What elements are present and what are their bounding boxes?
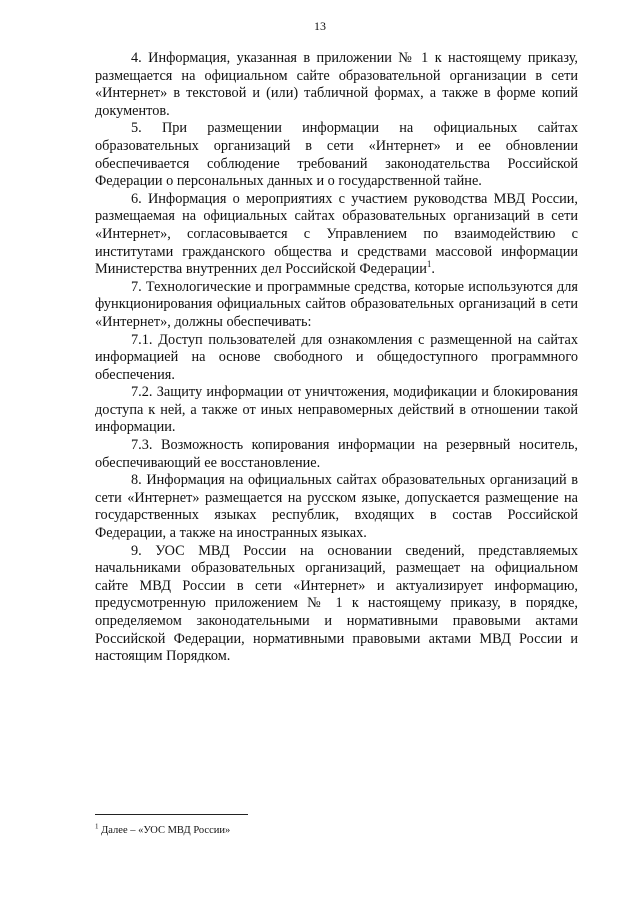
paragraph-9 <box>95 543 578 666</box>
page-number: 13 <box>314 19 326 33</box>
paragraph-text: 8. Информация на официальных сайтах образовательных организаций в сети «Интернет» размещается на русском языке, допускается размещение на государственных языках республик, входящих в состав Российской Федерации, а также на иностранных языках. <box>95 472 578 542</box>
footnote-reference: 1 <box>426 259 432 270</box>
footnote-separator <box>95 814 248 815</box>
paragraph-text: 5. При размещении информации на официальных сайтах образовательных организаций в сети «Интернет» и ее обновлении обеспечивается соблюдение требований законодательства Российской Федерации о персональных данных и о государственной тайне. <box>95 120 578 190</box>
document-body <box>95 50 578 666</box>
paragraph-7-2 <box>95 384 578 437</box>
footnote <box>95 822 578 837</box>
paragraph-7 <box>95 279 578 332</box>
paragraph-8 <box>95 472 578 542</box>
paragraph-text: 7.2. Защиту информации от уничтожения, модификации и блокирования доступа к ней, а также от иных неправомерных действий в отношении такой информации. <box>95 384 578 436</box>
paragraph-tail: . <box>431 261 435 278</box>
paragraph-7-1 <box>95 332 578 385</box>
footnote-text: Далее – «УОС МВД России» <box>98 825 231 836</box>
paragraph-7-3 <box>95 437 578 472</box>
paragraph-text: 9. УОС МВД России на основании сведений, представляемых начальниками образовательных организаций, размещает на официальном сайте МВД России в сети «Интернет» и актуализирует информацию, предусмотренную приложением № 1 к настоящему приказу, в порядке, определяемом законодательными и нормативными правовыми актами Российской Федерации, нормативными правовыми актами МВД России и настоящим Порядком. <box>95 542 578 665</box>
paragraph-text: 7. Технологические и программные средства, которые используются для функционирования официальных сайтов образовательных организаций в сети «Интернет», должны обеспечивать: <box>95 278 578 330</box>
paragraph-text: 4. Информация, указанная в приложении № 1 к настоящему приказу, размещается на официальном сайте образовательной организации в сети «Интернет» в текстовой и (или) табличной формах, а также в форме копий документов. <box>95 50 578 119</box>
paragraph-5 <box>95 120 578 190</box>
paragraph-text: 7.3. Возможность копирования информации на резервный носитель, обеспечивающий ее восстановление. <box>95 437 578 471</box>
footnote-marker: 1 <box>95 822 99 831</box>
paragraph-text: 7.1. Доступ пользователей для ознакомления с размещенной на сайтах информацией на основе свободного и общедоступного программного обеспечения. <box>95 331 578 383</box>
paragraph-4 <box>95 50 578 120</box>
paragraph-text: 6. Информация о мероприятиях с участием руководства МВД России, размещаемая на официальных сайтах образовательных организаций в сети «Интернет», согласовывается с Управлением по взаимодействию с институтами гражданского общества и средствами массовой информации Министерства внутренних дел Российской Федерации <box>95 190 578 278</box>
paragraph-6 <box>95 191 578 279</box>
